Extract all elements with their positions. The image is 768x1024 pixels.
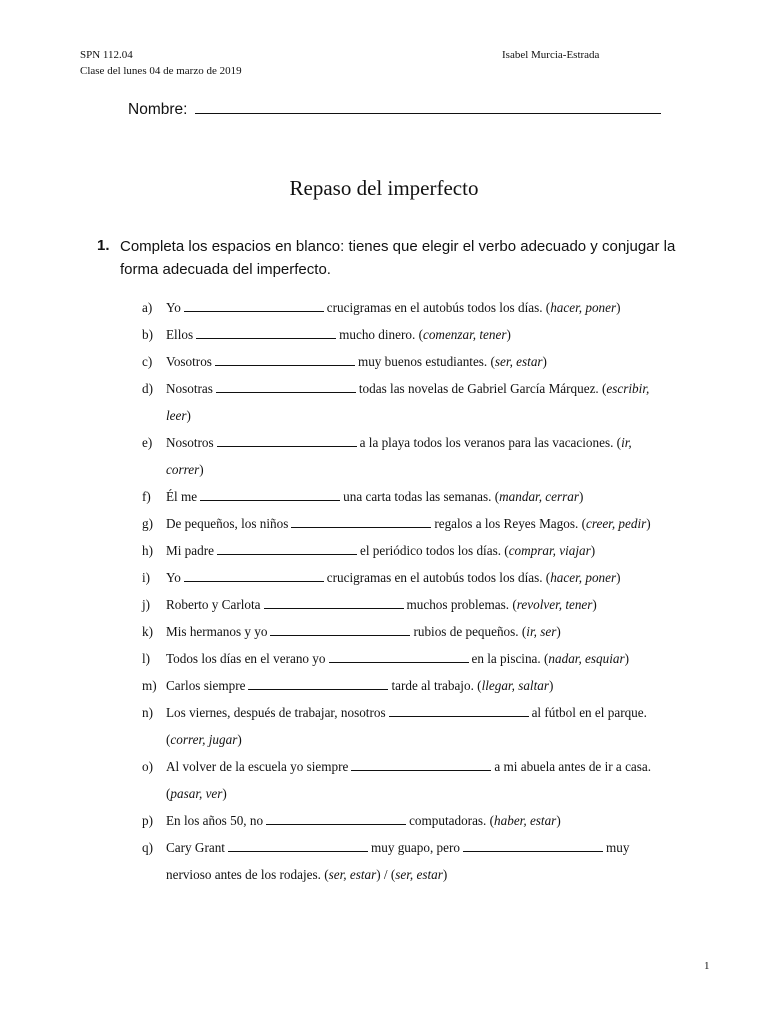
item-text: )	[186, 408, 191, 423]
verb-options: revolver, tener	[516, 597, 593, 612]
answer-blank[interactable]	[196, 327, 336, 339]
answer-blank[interactable]	[291, 516, 431, 528]
item-text: Los viernes, después de trabajar, nosotros	[166, 705, 386, 720]
item-body	[166, 483, 686, 510]
name-input-line[interactable]	[195, 100, 661, 114]
item-text: muchos problemas. (	[406, 597, 517, 612]
answer-blank[interactable]	[184, 300, 324, 312]
item-line-1	[166, 834, 686, 861]
item-line-1	[166, 753, 686, 780]
item-text: )	[556, 813, 561, 828]
item-label: g)	[142, 516, 153, 531]
item-line-1	[166, 483, 686, 510]
item-text: Yo	[166, 570, 181, 585]
verb-options: haber, estar	[494, 813, 557, 828]
item-text: Mis hermanos y yo	[166, 624, 268, 639]
verb-options: ser, estar	[395, 867, 443, 882]
item-text: De pequeños, los niños	[166, 516, 289, 531]
item-line-1	[166, 807, 686, 834]
item-text: a la playa todos los veranos para las vacaciones. (	[359, 435, 622, 450]
item-text: Roberto y Carlota	[166, 597, 261, 612]
item-text: ) / (	[376, 867, 396, 882]
verb-options: creer, pedir	[585, 516, 647, 531]
answer-blank[interactable]	[215, 354, 355, 366]
exercise-item	[142, 348, 702, 375]
item-text: en la piscina. (	[471, 651, 549, 666]
verb-options: nadar, esquiar	[548, 651, 625, 666]
item-body	[166, 429, 686, 483]
item-text: el periódico todos los días. (	[359, 543, 509, 558]
item-body	[166, 591, 686, 618]
item-text: )	[624, 651, 630, 666]
exercise-item	[142, 672, 702, 699]
item-body	[166, 807, 686, 834]
item-text: )	[590, 543, 596, 558]
item-text: )	[579, 489, 584, 504]
item-body	[166, 510, 686, 537]
instructions-line-1: Completa los espacios en blanco: tienes que elegir el verbo adecuado y conjugar la	[120, 238, 676, 255]
item-label: b)	[142, 327, 153, 342]
answer-blank[interactable]	[217, 435, 357, 447]
name-field-row	[128, 100, 661, 119]
item-text: Cary Grant	[166, 840, 225, 855]
item-label: d)	[142, 381, 153, 396]
item-text: Ellos	[166, 327, 194, 342]
exercise-item	[142, 321, 702, 348]
instructor-name: Isabel Murcia-Estrada	[502, 49, 600, 61]
answer-blank[interactable]	[248, 678, 388, 690]
item-body	[166, 699, 686, 753]
exercise-item	[142, 753, 702, 807]
item-text: crucigramas en el autobús todos los días. (	[326, 570, 551, 585]
verb-options: escribir,	[606, 381, 650, 396]
item-text: )	[556, 624, 561, 639]
item-line-1	[166, 537, 686, 564]
item-label: j)	[142, 597, 151, 612]
course-code: SPN 112.04	[80, 49, 133, 61]
answer-blank[interactable]	[389, 705, 529, 717]
item-text: todas las novelas de Gabriel García Márquez. (	[358, 381, 607, 396]
item-line-2	[166, 456, 686, 483]
item-text: Él me	[166, 489, 198, 504]
exercise-item	[142, 564, 702, 591]
item-line-2	[166, 402, 686, 429]
answer-blank[interactable]	[329, 651, 469, 663]
exercise-item	[142, 510, 702, 537]
item-body	[166, 834, 686, 888]
answer-blank[interactable]	[463, 840, 603, 852]
item-text: rubios de pequeños. (	[413, 624, 527, 639]
item-body	[166, 537, 686, 564]
answer-blank[interactable]	[216, 381, 356, 393]
verb-options: ser, estar	[494, 354, 543, 369]
item-text: muy guapo, pero	[370, 840, 460, 855]
exercise-item	[142, 537, 702, 564]
item-line-1	[166, 510, 686, 537]
item-text: En los años 50, no	[166, 813, 264, 828]
answer-blank[interactable]	[266, 813, 406, 825]
item-label: f)	[142, 489, 151, 504]
item-label: m)	[142, 678, 157, 693]
item-label: k)	[142, 624, 153, 639]
item-text: tarde al trabajo. (	[391, 678, 482, 693]
item-line-1	[166, 375, 686, 402]
verb-options: ser, estar	[328, 867, 377, 882]
answer-blank[interactable]	[228, 840, 368, 852]
exercise-item	[142, 807, 702, 834]
question-instructions	[120, 235, 720, 281]
item-text: mucho dinero. (	[339, 327, 423, 342]
item-text: )	[646, 516, 651, 531]
item-line-1	[166, 591, 686, 618]
item-line-1	[166, 618, 686, 645]
verb-options: pasar, ver	[170, 786, 223, 801]
verb-options: comenzar, tener	[422, 327, 507, 342]
item-text: Carlos siempre	[166, 678, 246, 693]
item-label: c)	[142, 354, 153, 369]
item-label: o)	[142, 759, 153, 774]
exercise-item	[142, 699, 702, 753]
item-line-1	[166, 348, 686, 375]
verb-options: llegar, saltar	[481, 678, 549, 693]
verb-options: hacer, poner	[550, 570, 617, 585]
item-text: Todos los días en el verano yo	[166, 651, 326, 666]
item-text: Nosotros	[166, 435, 214, 450]
answer-blank[interactable]	[200, 489, 340, 501]
verb-options: ir, ser	[526, 624, 557, 639]
item-text: )	[542, 354, 547, 369]
answer-blank[interactable]	[351, 759, 491, 771]
item-body	[166, 348, 686, 375]
item-text: computadoras. (	[409, 813, 495, 828]
verb-options: hacer, poner	[550, 300, 617, 315]
item-text: una carta todas las semanas. (	[343, 489, 500, 504]
item-body	[166, 375, 686, 429]
item-text: muy	[605, 840, 630, 855]
instructions-line-2: forma adecuada del imperfecto.	[120, 261, 331, 278]
item-line-1	[166, 564, 686, 591]
item-label: q)	[142, 840, 153, 855]
item-line-2	[166, 780, 686, 807]
item-text: Mi padre	[166, 543, 214, 558]
item-text: nervioso antes de los rodajes. (	[166, 867, 329, 882]
exercise-item	[142, 591, 702, 618]
item-body	[166, 645, 686, 672]
item-text: )	[506, 327, 511, 342]
verb-options: ir,	[621, 435, 632, 450]
exercise-item	[142, 294, 702, 321]
answer-blank[interactable]	[264, 597, 404, 609]
item-line-1	[166, 699, 686, 726]
item-text: )	[222, 786, 227, 801]
item-text: )	[616, 300, 621, 315]
page-title: Repaso del imperfecto	[289, 176, 479, 200]
item-text: crucigramas en el autobús todos los días. (	[326, 300, 551, 315]
item-text: a mi abuela antes de ir a casa.	[494, 759, 652, 774]
verb-options: comprar, viajar	[508, 543, 591, 558]
question-number: 1.	[97, 237, 110, 254]
item-text: )	[442, 867, 448, 882]
item-line-1	[166, 429, 686, 456]
item-text: )	[548, 678, 554, 693]
item-body	[166, 564, 686, 591]
verb-options: mandar, cerrar	[499, 489, 579, 504]
verb-options: leer	[166, 408, 187, 423]
item-label: h)	[142, 543, 153, 558]
item-text: Al volver de la escuela yo siempre	[166, 759, 349, 774]
exercise-item	[142, 834, 702, 888]
class-date: Clase del lunes 04 de marzo de 2019	[80, 65, 242, 77]
item-body	[166, 672, 686, 699]
item-text: (	[166, 732, 171, 747]
item-text: )	[237, 732, 242, 747]
item-body	[166, 618, 686, 645]
answer-blank[interactable]	[270, 624, 410, 636]
item-line-2	[166, 726, 686, 753]
page-number: 1	[704, 960, 710, 972]
exercise-item	[142, 618, 702, 645]
item-line-1	[166, 672, 686, 699]
item-line-1	[166, 294, 686, 321]
answer-blank[interactable]	[217, 543, 357, 555]
verb-options: correr	[166, 462, 200, 477]
item-text: al fútbol en el parque.	[531, 705, 647, 720]
name-label: Nombre:	[128, 101, 188, 118]
item-line-1	[166, 645, 686, 672]
item-body	[166, 753, 686, 807]
item-text: Vosotros	[166, 354, 212, 369]
item-label: l)	[142, 651, 151, 666]
item-label: n)	[142, 705, 153, 720]
item-text: muy buenos estudiantes. (	[357, 354, 495, 369]
verb-options: correr, jugar	[170, 732, 238, 747]
item-text: )	[592, 597, 597, 612]
item-text: )	[616, 570, 621, 585]
item-label: a)	[142, 300, 153, 315]
item-body	[166, 321, 686, 348]
exercise-item	[142, 483, 702, 510]
item-line-1	[166, 321, 686, 348]
exercise-item	[142, 429, 702, 483]
item-label: i)	[142, 570, 151, 585]
item-text: (	[166, 786, 171, 801]
item-text: Nosotras	[166, 381, 213, 396]
item-body	[166, 294, 686, 321]
answer-blank[interactable]	[184, 570, 324, 582]
exercise-item	[142, 645, 702, 672]
item-line-2	[166, 861, 686, 888]
item-text: regalos a los Reyes Magos. (	[434, 516, 586, 531]
item-label: e)	[142, 435, 153, 450]
item-text: )	[199, 462, 204, 477]
item-label: p)	[142, 813, 153, 828]
exercise-item	[142, 375, 702, 429]
item-text: Yo	[166, 300, 181, 315]
